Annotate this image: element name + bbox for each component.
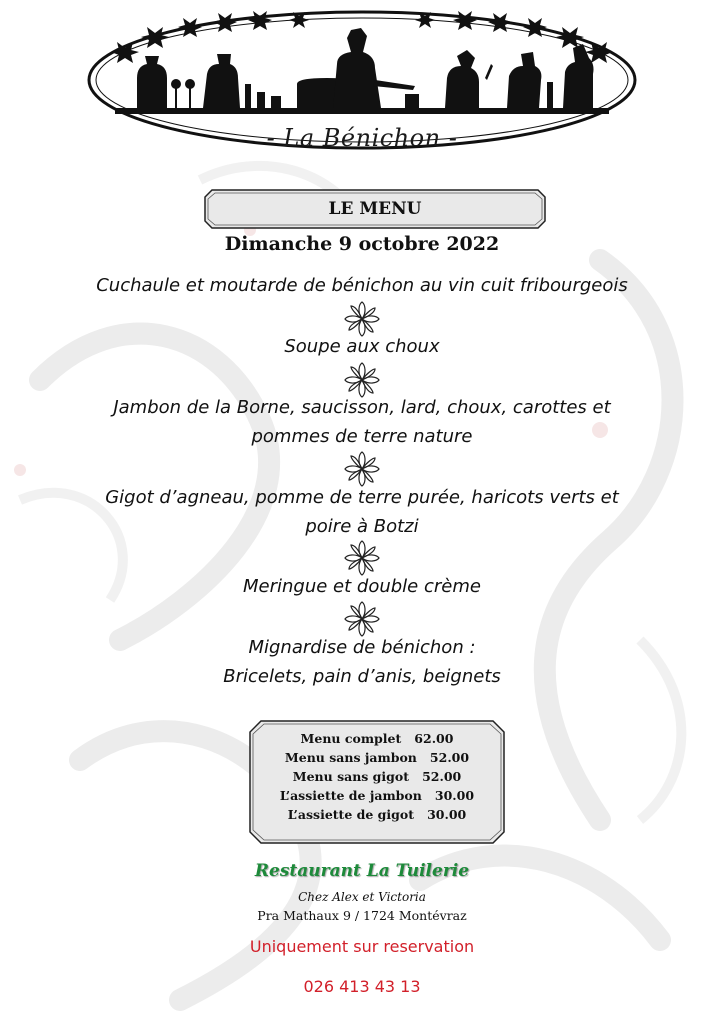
price-line: Menu sans gigot 52.00 [292,769,462,784]
course-line: Mignardise de bénichon : [248,637,476,658]
course-item [60,271,664,300]
price-box [249,720,505,844]
course-item [60,483,664,541]
price-list [249,729,505,824]
course-line: Meringue et double crème [243,576,481,597]
menu-header-box [204,189,546,229]
price-line: L’assiette de jambon 30.00 [279,788,475,803]
course-line: Gigot d’agneau, pomme de terre purée, haricots verts et [105,487,619,508]
restaurant-address: Pra Mathaux 9 / 1724 Montévraz [257,908,467,923]
menu-date: Dimanche 9 octobre 2022 [224,233,500,255]
course-line: Cuchaule et moutarde de bénichon au vin cuit fribourgeois [96,275,628,296]
price-line: Menu complet 62.00 [300,731,454,746]
course-line: Soupe aux choux [284,336,440,357]
reservation-note: Uniquement sur reservation [249,937,475,956]
course-line: Bricelets, pain d’anis, beignets [223,666,501,687]
phone-number[interactable]: 026 413 43 13 [303,977,421,996]
restaurant-name: Restaurant La Tuilerie [254,861,470,881]
course-item [60,332,664,361]
banner [85,8,639,160]
course-line: pommes de terre nature [251,426,473,447]
price-line: L’assiette de gigot 30.00 [287,807,467,822]
course-item [60,633,664,691]
banner-title: - La Bénichon - [266,124,458,152]
menu-header-label: LE MENU [328,199,422,219]
course-item [60,393,664,451]
course-item [60,572,664,601]
course-line: poire à Botzi [305,516,419,537]
restaurant-hosts: Chez Alex et Victoria [298,890,426,904]
price-line: Menu sans jambon 52.00 [284,750,470,765]
course-line: Jambon de la Borne, saucisson, lard, choux, carottes et [113,397,611,418]
